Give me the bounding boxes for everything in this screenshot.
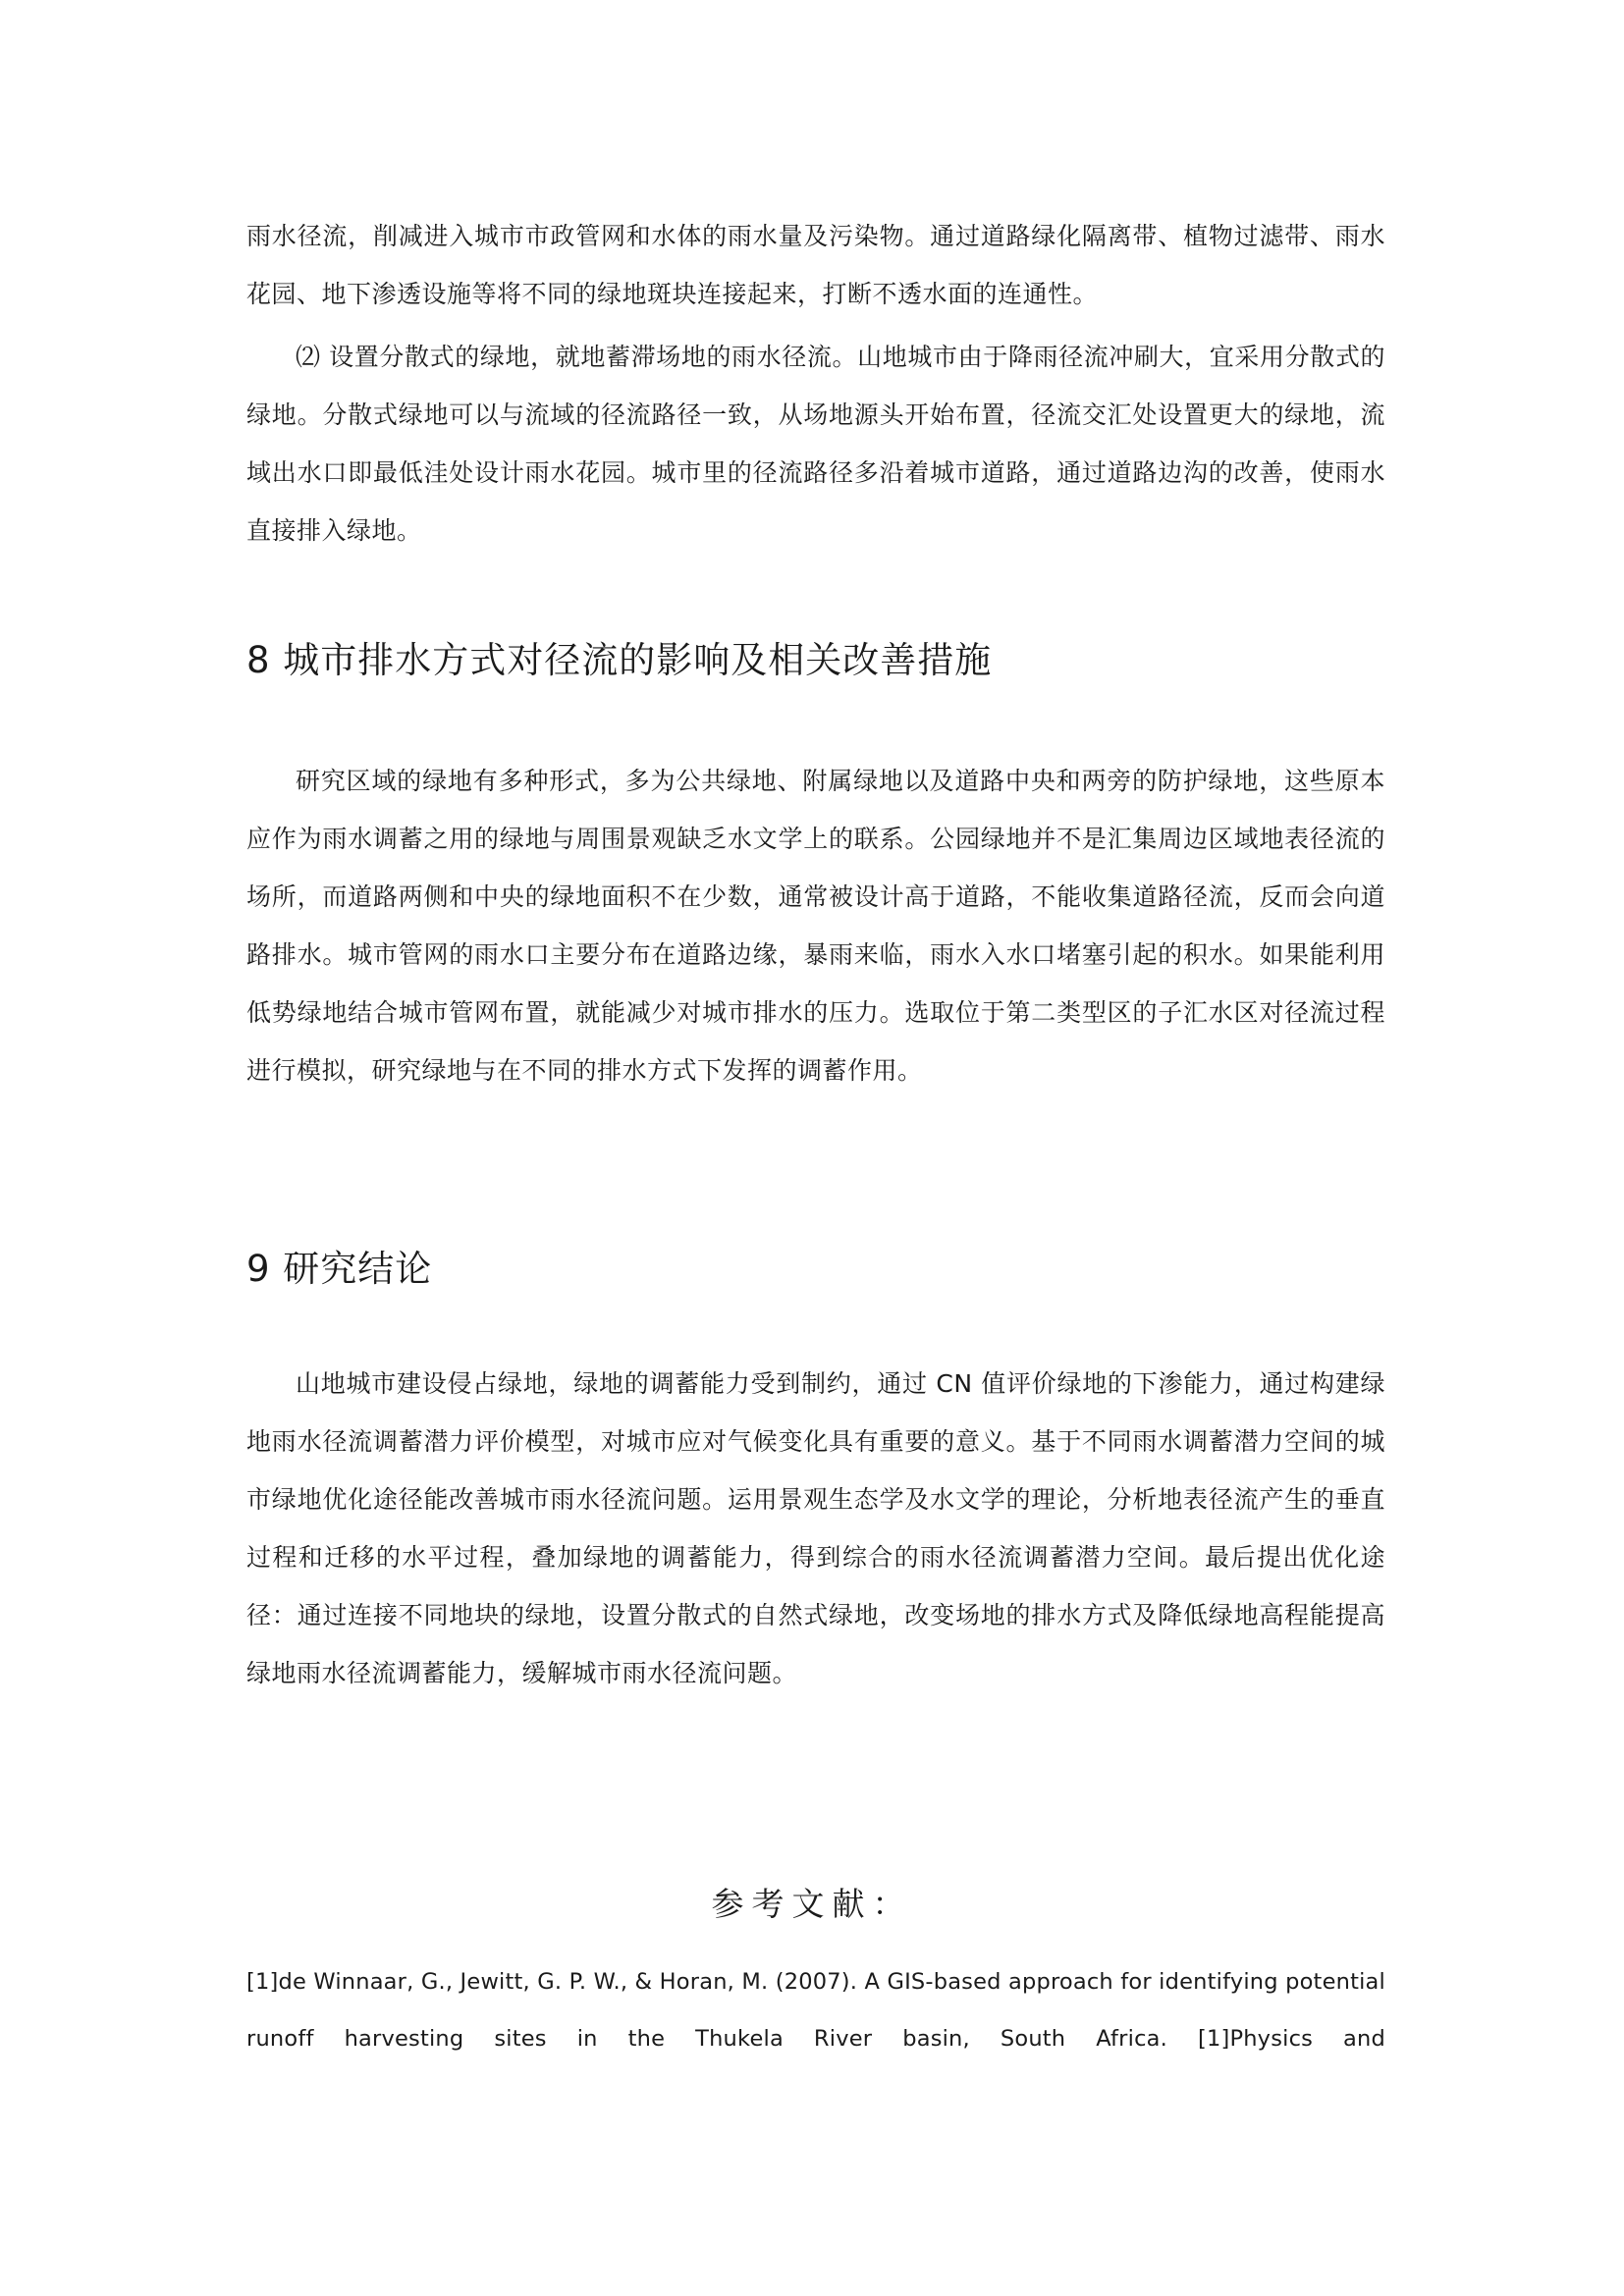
references-title: 参考文献： <box>711 1885 913 1923</box>
section-8-heading: 8 城市排水方式对径流的影响及相关改善措施 <box>246 639 993 681</box>
paragraph-scattered-greenspace: ⑵ 设置分散式的绿地，就地蓄滞场地的雨水径流。山地城市由于降雨径流冲刷大，宜采用分散式的绿地。分散式绿地可以与流域的径流路径一致，从场地源头开始布置，径流交汇处设置更大的绿地，流域出水口即最低洼处设计雨水花园。城市里的径流路径多沿着城市道路，通过道路边沟的改善，使雨水直接排入绿地。 <box>246 343 1385 545</box>
section-9-paragraph: 山地城市建设侵占绿地，绿地的调蓄能力受到制约，通过 CN 值评价绿地的下渗能力，通过构建绿地雨水径流调蓄潜力评价模型，对城市应对气候变化具有重要的意义。基于不同雨水调蓄潜力空间的城市绿地优化途径能改善城市雨水径流问题。运用景观生态学及水文学的理论，分析地表径流产生的垂直过程和迁移的水平过程，叠加绿地的调蓄能力，得到综合的雨水径流调蓄潜力空间。最后提出优化途径：通过连接不同地块的绿地，设置分散式的自然式绿地，改变场地的排水方式及降低绿地高程能提高绿地雨水径流调蓄能力，缓解城市雨水径流问题。 <box>246 1369 1385 1687</box>
section-8-paragraph: 研究区域的绿地有多种形式，多为公共绿地、附属绿地以及道路中央和两旁的防护绿地，这些原本应作为雨水调蓄之用的绿地与周围景观缺乏水文学上的联系。公园绿地并不是汇集周边区域地表径流的场所，而道路两侧和中央的绿地面积不在少数，通常被设计高于道路，不能收集道路径流，反而会向道路排水。城市管网的雨水口主要分布在道路边缘，暴雨来临，雨水入水口堵塞引起的积水。如果能利用低势绿地结合城市管网布置，就能减少对城市排水的压力。选取位于第二类型区的子汇水区对径流过程进行模拟，研究绿地与在不同的排水方式下发挥的调蓄作用。 <box>246 767 1385 1085</box>
section-9-heading: 9 研究结论 <box>246 1248 433 1290</box>
reference-item: [1]de Winnaar, G., Jewitt, G. P. W., & Horan, M. (2007). A GIS-based approach for identifying potential runoff harvesting sites in the Thukela River basin, South Africa. [1]Physics and <box>246 1969 1385 2052</box>
paragraph-intro: 雨水径流，削减进入城市市政管网和水体的雨水量及污染物。通过道路绿化隔离带、植物过滤带、雨水花园、地下渗透设施等将不同的绿地斑块连接起来，打断不透水面的连通性。 <box>246 222 1385 308</box>
